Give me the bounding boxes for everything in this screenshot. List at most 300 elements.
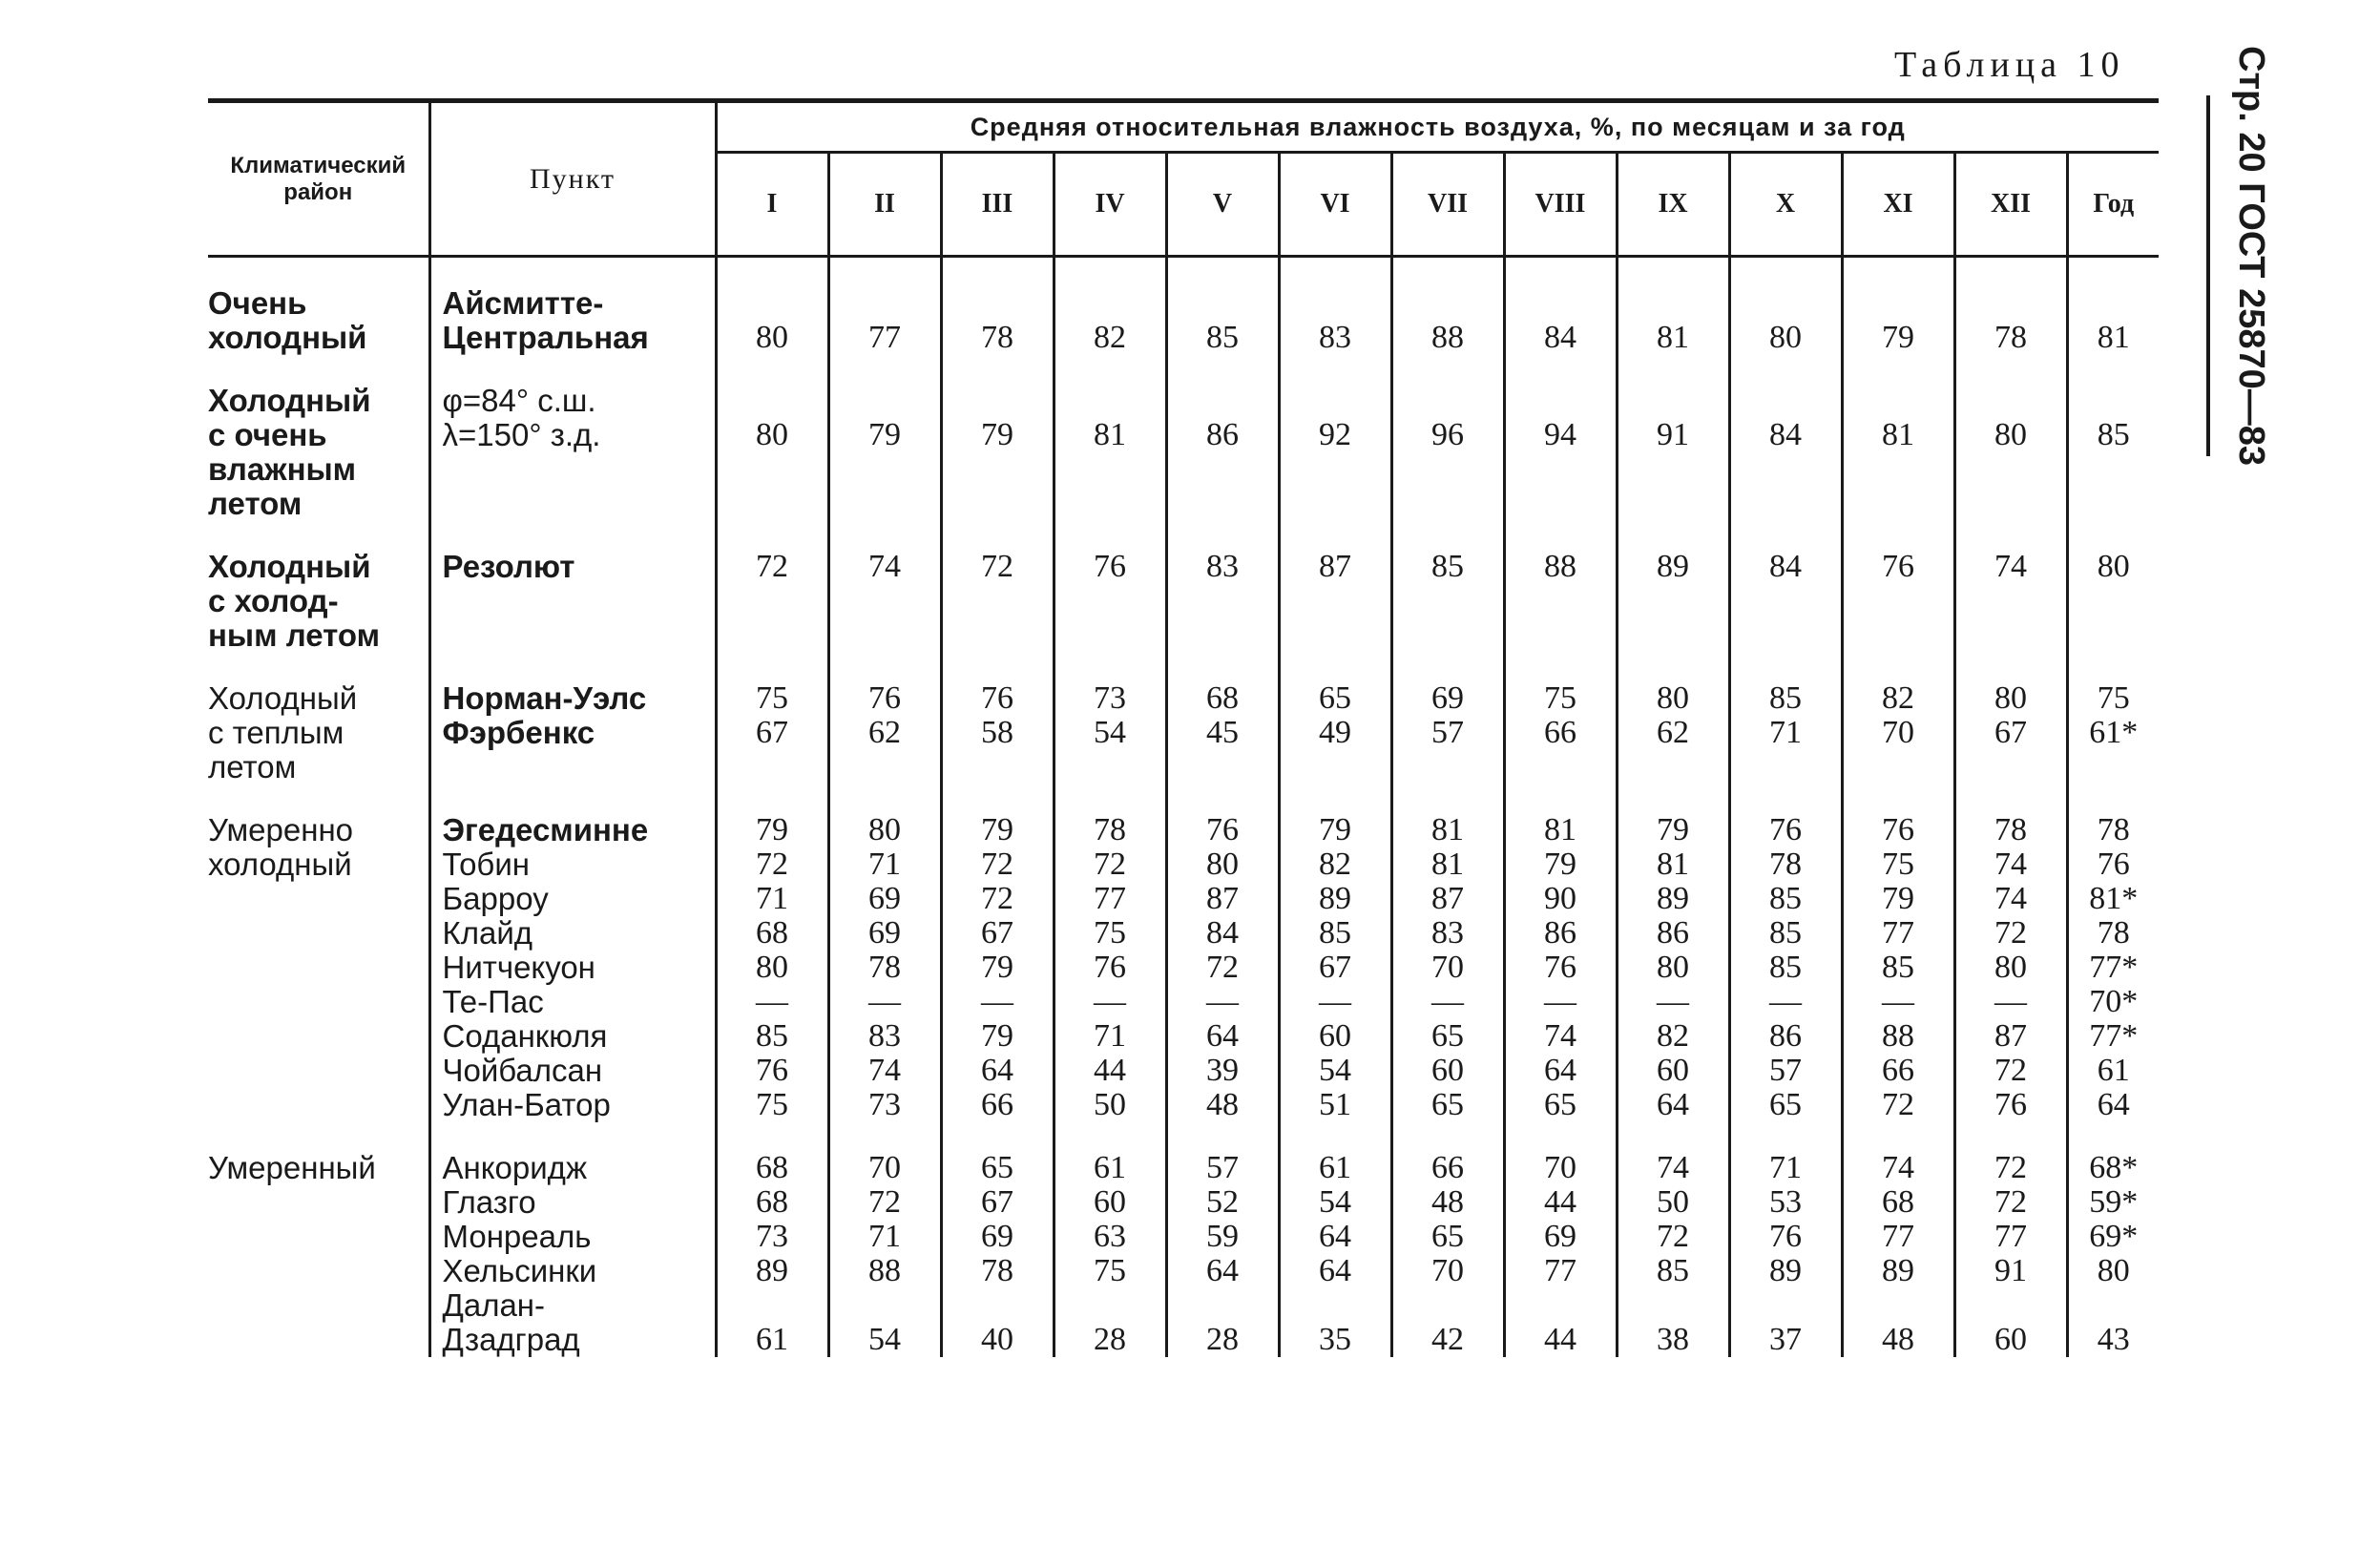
blank-line xyxy=(830,1288,940,1323)
humidity-value: 94 xyxy=(1544,417,1576,452)
humidity-value: 74 xyxy=(1882,1150,1914,1185)
value-cell xyxy=(1504,550,1617,653)
humidity-value: — xyxy=(868,984,901,1019)
humidity-value: 86 xyxy=(1657,915,1689,951)
value-cell xyxy=(1279,1151,1391,1357)
humidity-value: 79 xyxy=(868,417,901,452)
humidity-value: 72 xyxy=(756,549,788,584)
month-header: I xyxy=(716,153,828,257)
humidity-value: 76 xyxy=(1544,950,1576,985)
humidity-value: 79 xyxy=(1882,320,1914,355)
humidity-value: 64 xyxy=(1319,1219,1351,1254)
spacer-cell xyxy=(1617,653,1729,681)
blank-line xyxy=(1844,286,1953,321)
station-name: Норман-Уэлс xyxy=(442,680,647,716)
humidity-value: 76 xyxy=(756,1053,788,1088)
month-header: VII xyxy=(1391,153,1504,257)
humidity-value: 66 xyxy=(1431,1150,1464,1185)
humidity-value: 74 xyxy=(1994,847,2027,882)
spacer-cell xyxy=(2067,355,2159,384)
spacer-cell xyxy=(1504,1122,1617,1151)
humidity-value: 40 xyxy=(981,1322,1013,1357)
value-cell xyxy=(1054,286,1166,355)
value-cell xyxy=(1279,681,1391,784)
humidity-value: 76 xyxy=(1882,549,1914,584)
table-header xyxy=(208,101,2159,257)
spacer-cell xyxy=(1729,521,1842,550)
spacer-cell xyxy=(1954,521,2067,550)
spacer-cell xyxy=(828,355,941,384)
spacer-cell xyxy=(941,784,1054,813)
blank-line xyxy=(1055,286,1165,321)
value-cell xyxy=(1954,813,2067,1122)
group-spacer xyxy=(208,784,2159,813)
spacer-cell xyxy=(1279,653,1391,681)
table-row xyxy=(208,813,2159,1122)
text-line: Холодный xyxy=(208,383,371,418)
group-spacer xyxy=(208,1122,2159,1151)
month-header: XII xyxy=(1954,153,2067,257)
humidity-value: — xyxy=(1206,984,1239,1019)
humidity-value: 71 xyxy=(756,881,788,916)
humidity-value: 85 xyxy=(1206,320,1239,355)
spacer-cell xyxy=(1504,355,1617,384)
station-name: Те-Пас xyxy=(442,984,544,1019)
humidity-value: — xyxy=(1769,984,1802,1019)
region-cell xyxy=(208,550,429,653)
spacer-cell xyxy=(208,784,429,813)
humidity-value: 59* xyxy=(2089,1184,2139,1220)
humidity-value: 79 xyxy=(1657,812,1689,847)
text-line: Умеренно xyxy=(208,812,354,847)
humidity-value: 76 xyxy=(868,680,901,716)
humidity-value: — xyxy=(1882,984,1914,1019)
spacer-cell xyxy=(716,1122,828,1151)
humidity-value: 76 xyxy=(1769,812,1802,847)
blank-line xyxy=(943,1288,1053,1323)
station-name: Нитчекуон xyxy=(442,950,595,985)
humidity-value: 69 xyxy=(868,881,901,916)
humidity-value: 72 xyxy=(981,847,1013,882)
humidity-value: 80 xyxy=(756,320,788,355)
humidity-value: 72 xyxy=(868,1184,901,1220)
spacer-cell xyxy=(1617,1122,1729,1151)
humidity-value: — xyxy=(1994,984,2027,1019)
value-cell xyxy=(941,1151,1054,1357)
humidity-value: 91 xyxy=(1657,417,1689,452)
humidity-value: 50 xyxy=(1094,1087,1126,1122)
value-cell xyxy=(1279,813,1391,1122)
humidity-value: 72 xyxy=(756,847,788,882)
station-cell xyxy=(429,286,716,355)
humidity-value: 83 xyxy=(868,1018,901,1054)
spacer-cell xyxy=(1279,521,1391,550)
blank-line xyxy=(1393,384,1503,418)
humidity-value: 70 xyxy=(868,1150,901,1185)
station-name: Барроу xyxy=(442,881,549,916)
humidity-value: 80 xyxy=(1769,320,1802,355)
blank-line xyxy=(1618,1288,1728,1323)
humidity-value: 72 xyxy=(1994,1053,2027,1088)
humidity-value: 62 xyxy=(1657,715,1689,750)
value-cell xyxy=(1391,1151,1504,1357)
region-cell xyxy=(208,813,429,1122)
humidity-value: 72 xyxy=(981,881,1013,916)
spacer-cell xyxy=(1391,1122,1504,1151)
station-name: λ=150° з.д. xyxy=(442,417,601,452)
spacer-cell xyxy=(1617,257,1729,287)
spacer-cell xyxy=(1391,653,1504,681)
humidity-value: 75 xyxy=(756,680,788,716)
station-name: Центральная xyxy=(442,320,649,355)
humidity-value: 78 xyxy=(1094,812,1126,847)
value-cell xyxy=(1617,681,1729,784)
table-title: Таблица 10 xyxy=(1894,45,2125,85)
humidity-value: 54 xyxy=(1094,715,1126,750)
value-cell xyxy=(1054,813,1166,1122)
humidity-value: 65 xyxy=(981,1150,1013,1185)
humidity-value: 79 xyxy=(981,1018,1013,1054)
humidity-value: 70* xyxy=(2089,984,2139,1019)
blank-line xyxy=(1168,286,1278,321)
spacer-cell xyxy=(208,653,429,681)
value-cell xyxy=(1729,384,1842,521)
text-line: летом xyxy=(208,749,297,784)
humidity-value: 48 xyxy=(1431,1184,1464,1220)
humidity-value: 92 xyxy=(1319,417,1351,452)
humidity-value: 64 xyxy=(1657,1087,1689,1122)
spacer-cell xyxy=(1842,1122,1954,1151)
humidity-value: 57 xyxy=(1206,1150,1239,1185)
humidity-value: — xyxy=(756,984,788,1019)
table-row xyxy=(208,1151,2159,1357)
value-cell xyxy=(1279,286,1391,355)
humidity-value: 54 xyxy=(868,1322,901,1357)
station-name: Глазго xyxy=(442,1184,536,1220)
station-header: Пункт xyxy=(429,101,716,257)
station-name: Айсмитте- xyxy=(442,285,604,321)
spacer-cell xyxy=(1729,653,1842,681)
blank-line xyxy=(943,286,1053,321)
humidity-value: 87 xyxy=(1994,1018,2027,1054)
humidity-value: 78 xyxy=(2097,915,2130,951)
humidity-value: 74 xyxy=(1994,881,2027,916)
spacer-cell xyxy=(1279,784,1391,813)
spacer-cell xyxy=(1504,257,1617,287)
humidity-value: 85 xyxy=(2097,417,2130,452)
humidity-value: 85 xyxy=(1769,915,1802,951)
value-cell xyxy=(1391,813,1504,1122)
value-cell xyxy=(1279,550,1391,653)
group-spacer xyxy=(208,521,2159,550)
spacer-cell xyxy=(1842,784,1954,813)
humidity-value: 77 xyxy=(1882,1219,1914,1254)
humidity-value: 75 xyxy=(1094,915,1126,951)
spacer-cell xyxy=(1279,355,1391,384)
humidity-span-header: Средняя относительная влажность воздуха, %, по месяцам и за год xyxy=(716,101,2159,153)
humidity-value: 72 xyxy=(1994,1150,2027,1185)
spacer-cell xyxy=(1617,521,1729,550)
humidity-value: 78 xyxy=(2097,812,2130,847)
value-cell xyxy=(1054,1151,1166,1357)
table-row xyxy=(208,681,2159,784)
humidity-value: 70 xyxy=(1544,1150,1576,1185)
humidity-value: 89 xyxy=(1657,549,1689,584)
humidity-value: 84 xyxy=(1769,417,1802,452)
value-cell xyxy=(1729,681,1842,784)
humidity-value: — xyxy=(1657,984,1689,1019)
humidity-value: 72 xyxy=(1994,1184,2027,1220)
humidity-value: 81 xyxy=(1657,847,1689,882)
value-cell xyxy=(716,384,828,521)
spacer-cell xyxy=(716,355,828,384)
value-cell xyxy=(1391,550,1504,653)
humidity-value: 96 xyxy=(1431,417,1464,452)
humidity-value: 35 xyxy=(1319,1322,1351,1357)
spacer-cell xyxy=(716,257,828,287)
humidity-value: 89 xyxy=(756,1253,788,1288)
humidity-value: 85 xyxy=(1769,950,1802,985)
spacer-cell xyxy=(828,653,941,681)
humidity-value: 75 xyxy=(2097,680,2130,716)
month-header: IV xyxy=(1054,153,1166,257)
humidity-value: 88 xyxy=(1544,549,1576,584)
table-row xyxy=(208,286,2159,355)
side-label-text: Стр. 20 ГОСТ 25870—83 xyxy=(2231,46,2271,467)
humidity-value: 72 xyxy=(1994,915,2027,951)
spacer-cell xyxy=(1054,257,1166,287)
humidity-value: 65 xyxy=(1544,1087,1576,1122)
spacer-cell xyxy=(1842,355,1954,384)
humidity-value: 79 xyxy=(1544,847,1576,882)
humidity-value: 74 xyxy=(1657,1150,1689,1185)
spacer-cell xyxy=(716,653,828,681)
humidity-value: 78 xyxy=(981,1253,1013,1288)
humidity-value: 88 xyxy=(1882,1018,1914,1054)
humidity-value: 76 xyxy=(1769,1219,1802,1254)
spacer-cell xyxy=(1842,653,1954,681)
spacer-cell xyxy=(828,784,941,813)
blank-line xyxy=(718,384,827,418)
station-name: Далан- xyxy=(442,1287,546,1323)
humidity-value: 44 xyxy=(1544,1184,1576,1220)
humidity-value: 78 xyxy=(868,950,901,985)
value-cell xyxy=(1166,813,1279,1122)
blank-line xyxy=(943,384,1053,418)
humidity-value: 49 xyxy=(1319,715,1351,750)
value-cell xyxy=(1166,681,1279,784)
humidity-value: 84 xyxy=(1769,549,1802,584)
value-cell xyxy=(716,1151,828,1357)
spacer-cell xyxy=(1954,257,2067,287)
humidity-value: 62 xyxy=(868,715,901,750)
value-cell xyxy=(1729,1151,1842,1357)
humidity-value: 68 xyxy=(1206,680,1239,716)
humidity-value: 66 xyxy=(1544,715,1576,750)
text-line: с очень xyxy=(208,417,327,452)
spacer-cell xyxy=(1166,355,1279,384)
blank-line xyxy=(718,1288,827,1323)
value-cell xyxy=(2067,681,2159,784)
humidity-value: 58 xyxy=(981,715,1013,750)
station-name: Соданкюля xyxy=(442,1018,608,1054)
spacer-cell xyxy=(1729,257,1842,287)
humidity-value: 65 xyxy=(1319,680,1351,716)
humidity-value: 64 xyxy=(1206,1253,1239,1288)
humidity-value: 65 xyxy=(1431,1087,1464,1122)
humidity-value: 60 xyxy=(1319,1018,1351,1054)
station-name: Тобин xyxy=(442,847,530,882)
humidity-value: — xyxy=(981,984,1013,1019)
month-header: V xyxy=(1166,153,1279,257)
value-cell xyxy=(1054,384,1166,521)
humidity-value: 77* xyxy=(2089,950,2139,985)
month-header: VI xyxy=(1279,153,1391,257)
humidity-value: 71 xyxy=(868,1219,901,1254)
value-cell xyxy=(1391,384,1504,521)
humidity-value: 83 xyxy=(1319,320,1351,355)
value-cell xyxy=(1166,384,1279,521)
blank-line xyxy=(1731,286,1841,321)
humidity-value: 69 xyxy=(1431,680,1464,716)
humidity-value: — xyxy=(1094,984,1126,1019)
text-line: холодный xyxy=(208,847,352,882)
blank-line xyxy=(1506,286,1616,321)
value-cell xyxy=(1954,550,2067,653)
humidity-value: 83 xyxy=(1206,549,1239,584)
month-header: II xyxy=(828,153,941,257)
spacer-cell xyxy=(208,257,429,287)
humidity-value: 71 xyxy=(1769,1150,1802,1185)
humidity-value: 76 xyxy=(1094,549,1126,584)
humidity-value: 81 xyxy=(1882,417,1914,452)
humidity-value: 67 xyxy=(981,1184,1013,1220)
humidity-value: 71 xyxy=(1094,1018,1126,1054)
spacer-cell xyxy=(208,1122,429,1151)
blank-line xyxy=(1506,384,1616,418)
spacer-cell xyxy=(1166,1122,1279,1151)
humidity-value: 68* xyxy=(2089,1150,2139,1185)
value-cell xyxy=(1054,681,1166,784)
spacer-cell xyxy=(2067,521,2159,550)
region-cell xyxy=(208,286,429,355)
humidity-value: 69* xyxy=(2089,1219,2139,1254)
group-spacer xyxy=(208,355,2159,384)
humidity-value: 74 xyxy=(1994,549,2027,584)
humidity-value: 76 xyxy=(1094,950,1126,985)
value-cell xyxy=(1842,550,1954,653)
station-cell xyxy=(429,813,716,1122)
spacer-cell xyxy=(1166,521,1279,550)
humidity-value: 38 xyxy=(1657,1322,1689,1357)
spacer-cell xyxy=(1166,257,1279,287)
humidity-value: 77 xyxy=(1994,1219,2027,1254)
value-cell xyxy=(2067,286,2159,355)
spacer-cell xyxy=(1842,521,1954,550)
humidity-value: 80 xyxy=(756,950,788,985)
humidity-value: 48 xyxy=(1206,1087,1239,1122)
humidity-value: 60 xyxy=(1094,1184,1126,1220)
text-line: с холод- xyxy=(208,583,339,618)
spacer-cell xyxy=(1054,653,1166,681)
value-cell xyxy=(1954,286,2067,355)
humidity-value: 68 xyxy=(1882,1184,1914,1220)
humidity-value: 82 xyxy=(1319,847,1351,882)
spacer-cell xyxy=(1279,257,1391,287)
table-row xyxy=(208,384,2159,521)
humidity-value: 78 xyxy=(1994,812,2027,847)
station-name: Резолют xyxy=(442,549,575,584)
spacer-cell xyxy=(1391,521,1504,550)
station-name: Улан-Батор xyxy=(442,1087,611,1122)
humidity-value: 75 xyxy=(756,1087,788,1122)
value-cell xyxy=(828,384,941,521)
value-cell xyxy=(828,681,941,784)
text-line: влажным xyxy=(208,451,357,487)
humidity-value: 52 xyxy=(1206,1184,1239,1220)
spacer-cell xyxy=(716,784,828,813)
humidity-value: 73 xyxy=(756,1219,788,1254)
value-cell xyxy=(1954,384,2067,521)
humidity-value: — xyxy=(1544,984,1576,1019)
value-cell xyxy=(1729,550,1842,653)
spacer-cell xyxy=(1617,355,1729,384)
value-cell xyxy=(828,286,941,355)
humidity-value: 63 xyxy=(1094,1219,1126,1254)
blank-line xyxy=(1281,384,1390,418)
spacer-cell xyxy=(1954,784,2067,813)
value-cell xyxy=(1166,1151,1279,1357)
spacer-cell xyxy=(1391,784,1504,813)
region-cell xyxy=(208,1151,429,1357)
humidity-value: 70 xyxy=(1431,1253,1464,1288)
humidity-value: 76 xyxy=(981,680,1013,716)
spacer-cell xyxy=(1166,653,1279,681)
spacer-cell xyxy=(941,521,1054,550)
humidity-value: 67 xyxy=(756,715,788,750)
humidity-value: 74 xyxy=(1544,1018,1576,1054)
humidity-value: 61 xyxy=(2097,1053,2130,1088)
spacer-cell xyxy=(1617,784,1729,813)
humidity-value: 57 xyxy=(1769,1053,1802,1088)
blank-line xyxy=(1281,286,1390,321)
humidity-value: 64 xyxy=(2097,1087,2130,1122)
humidity-value: 80 xyxy=(1994,950,2027,985)
value-cell xyxy=(1954,681,2067,784)
value-cell xyxy=(941,681,1054,784)
humidity-value: 50 xyxy=(1657,1184,1689,1220)
humidity-value: 77 xyxy=(1094,881,1126,916)
humidity-value: 85 xyxy=(1431,549,1464,584)
humidity-value: 90 xyxy=(1544,881,1576,916)
humidity-value: 69 xyxy=(868,915,901,951)
spacer-cell xyxy=(2067,1122,2159,1151)
value-cell xyxy=(1617,286,1729,355)
humidity-value: 89 xyxy=(1882,1253,1914,1288)
blank-line xyxy=(2069,384,2160,418)
value-cell xyxy=(1391,286,1504,355)
value-cell xyxy=(1729,813,1842,1122)
blank-line xyxy=(830,286,940,321)
humidity-value: 76 xyxy=(1994,1087,2027,1122)
humidity-value: 77 xyxy=(868,320,901,355)
text-line: Умеренный xyxy=(208,1150,376,1185)
humidity-value: 71 xyxy=(868,847,901,882)
humidity-value: 28 xyxy=(1206,1322,1239,1357)
humidity-value: 65 xyxy=(1769,1087,1802,1122)
value-cell xyxy=(1504,681,1617,784)
value-cell xyxy=(941,286,1054,355)
